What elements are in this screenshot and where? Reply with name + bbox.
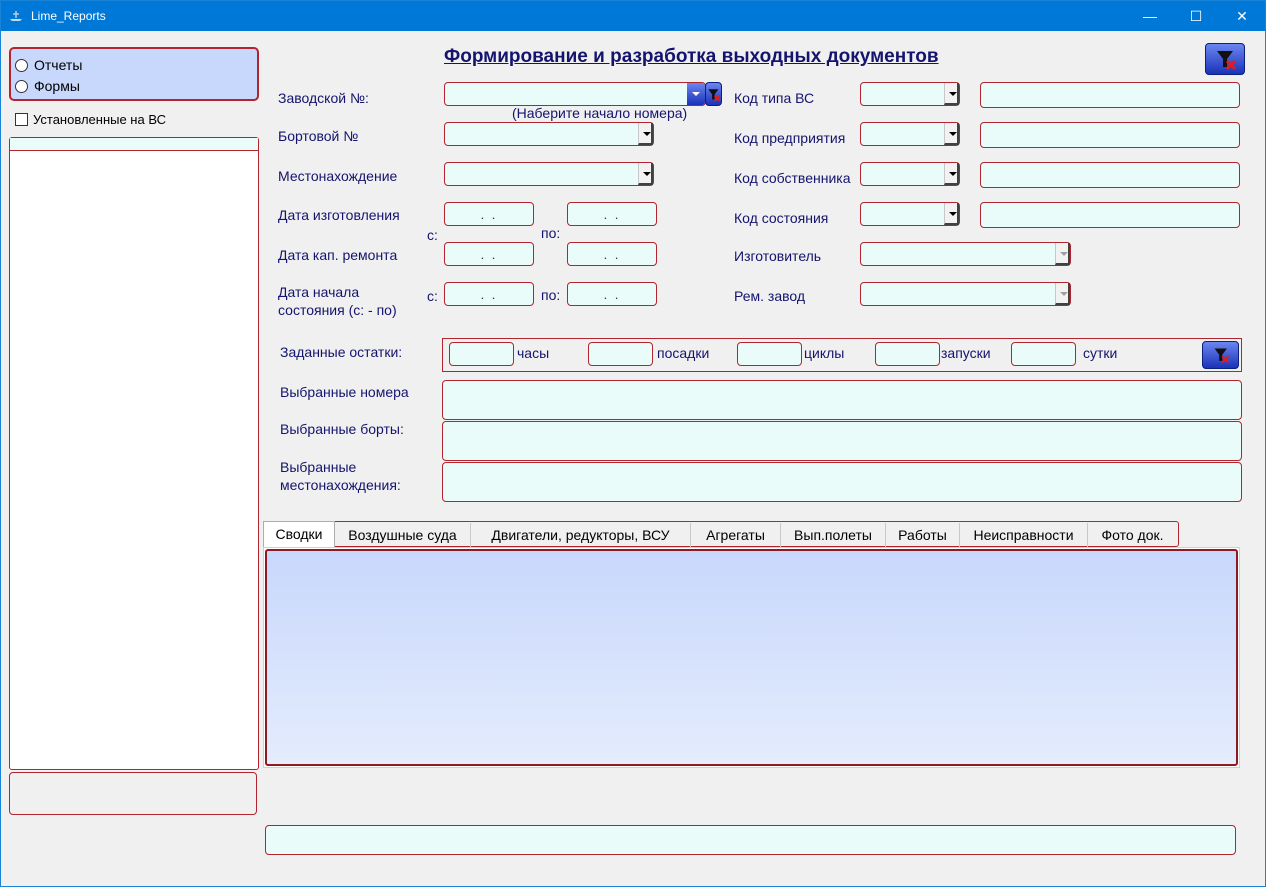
state-start-label-1: Дата начала	[278, 284, 360, 300]
tab-photo-docs[interactable]: Фото док.	[1101, 527, 1164, 543]
overhaul-date-label: Дата кап. ремонта	[278, 247, 398, 263]
board-dropdown-button[interactable]	[638, 123, 653, 145]
report-list[interactable]	[9, 137, 259, 770]
enterprise-code-label: Код предприятия	[734, 130, 846, 146]
radio-forms[interactable]	[15, 78, 135, 96]
type-code-label: Код типа ВС	[734, 90, 815, 106]
overhaul-date-to[interactable]	[567, 242, 657, 266]
tab-faults[interactable]: Неисправности	[960, 523, 1088, 547]
selected-boards-label: Выбранные борты:	[280, 421, 404, 437]
manufacturer-combo[interactable]	[860, 242, 1071, 266]
type-code-name[interactable]	[980, 82, 1240, 108]
cycles-label: циклы	[804, 345, 845, 361]
window-title: Lime_Reports	[31, 9, 106, 23]
board-label: Бортовой №	[278, 128, 359, 144]
days-input[interactable]	[1011, 342, 1076, 366]
report-list-header	[10, 138, 258, 151]
clear-all-filters-button[interactable]	[1205, 43, 1245, 75]
left-info-box	[9, 772, 257, 815]
landings-label: посадки	[657, 345, 710, 361]
maximize-button[interactable]: ☐	[1189, 8, 1203, 24]
board-combo[interactable]	[444, 122, 654, 146]
tab-content	[263, 547, 1240, 768]
to-label: по:	[541, 225, 561, 241]
selected-numbers-label: Выбранные номера	[280, 384, 409, 400]
tab-works[interactable]: Работы	[886, 523, 960, 547]
manuf-date-label: Дата изготовления	[278, 207, 400, 223]
tab-units[interactable]: Агрегаты	[691, 523, 781, 547]
app-icon	[9, 10, 23, 22]
to-label: по:	[541, 287, 561, 303]
selected-numbers-box[interactable]	[442, 380, 1242, 420]
chevron-down-icon	[692, 92, 700, 96]
manuf-date-from[interactable]	[444, 202, 534, 226]
date-mask: . .	[480, 287, 498, 302]
status-bar	[265, 825, 1236, 855]
manuf-date-to[interactable]	[567, 202, 657, 226]
date-mask: . .	[603, 287, 621, 302]
serial-hint: (Наберите начало номера)	[512, 105, 688, 121]
location-label: Местонахождение	[278, 168, 398, 184]
owner-code-name[interactable]	[980, 162, 1240, 188]
selected-boards-box[interactable]	[442, 421, 1242, 461]
installed-checkbox-label: Установленные на ВС	[33, 112, 166, 127]
filter-clear-icon	[707, 88, 721, 102]
state-date-from[interactable]	[444, 282, 534, 306]
date-mask: . .	[480, 247, 498, 262]
from-label: с:	[427, 288, 438, 304]
report-type-group	[9, 47, 259, 101]
starts-input[interactable]	[875, 342, 940, 366]
state-code-label: Код состояния	[734, 210, 829, 226]
serial-clear-button[interactable]	[705, 82, 722, 106]
state-code-name[interactable]	[980, 202, 1240, 228]
page-title: Формирование и разработка выходных документов	[444, 46, 939, 67]
landings-input[interactable]	[588, 342, 653, 366]
filter-clear-icon	[1215, 49, 1237, 71]
selected-locations-label-2: местонахождения:	[280, 477, 401, 493]
enterprise-code-dropdown-button[interactable]	[944, 123, 959, 145]
tab-svodki[interactable]: Сводки	[263, 521, 335, 547]
hours-input[interactable]	[449, 342, 514, 366]
close-button[interactable]: ✕	[1236, 8, 1248, 24]
radio-reports[interactable]	[15, 57, 135, 75]
type-code-dropdown-button[interactable]	[944, 83, 959, 105]
enterprise-code-name[interactable]	[980, 122, 1240, 148]
tab-flights[interactable]: Вып.полеты	[781, 523, 886, 547]
minimize-button[interactable]: —	[1143, 8, 1157, 24]
state-code-combo[interactable]	[860, 202, 960, 226]
serial-combo[interactable]	[444, 82, 706, 106]
serial-label: Заводской №:	[278, 90, 369, 106]
repair-plant-combo[interactable]	[860, 282, 1071, 306]
selected-locations-label-1: Выбранные	[280, 459, 357, 475]
selected-locations-box[interactable]	[442, 462, 1242, 502]
owner-code-dropdown-button[interactable]	[944, 163, 959, 185]
radio-reports-label: Отчеты	[34, 57, 83, 73]
radio-forms-label: Формы	[34, 78, 80, 94]
state-date-to[interactable]	[567, 282, 657, 306]
tab-aircraft[interactable]: Воздушные суда	[335, 523, 471, 547]
type-code-combo[interactable]	[860, 82, 960, 106]
repair-plant-label: Рем. завод	[734, 288, 806, 304]
days-label: сутки	[1083, 345, 1118, 361]
date-mask: . .	[480, 207, 498, 222]
cycles-input[interactable]	[737, 342, 802, 366]
state-start-label-2: состояния (с: - по)	[278, 302, 397, 318]
location-combo[interactable]	[444, 162, 654, 186]
tab-engines[interactable]: Двигатели, редукторы, ВСУ	[471, 523, 691, 547]
reports-panel[interactable]	[265, 549, 1238, 766]
location-dropdown-button[interactable]	[638, 163, 653, 185]
owner-code-combo[interactable]	[860, 162, 960, 186]
serial-dropdown-button[interactable]	[687, 83, 705, 105]
date-mask: . .	[603, 247, 621, 262]
radio-circle-icon	[15, 59, 28, 72]
installed-checkbox[interactable]	[15, 112, 235, 128]
overhaul-date-from[interactable]	[444, 242, 534, 266]
starts-label: запуски	[941, 345, 991, 361]
checkbox-icon	[15, 113, 28, 126]
manufacturer-dropdown-button[interactable]	[1055, 243, 1070, 265]
remains-label: Заданные остатки:	[280, 344, 403, 360]
manufacturer-label: Изготовитель	[734, 248, 822, 264]
enterprise-code-combo[interactable]	[860, 122, 960, 146]
from-label: с:	[427, 227, 438, 243]
radio-circle-icon	[15, 80, 28, 93]
remains-clear-button[interactable]	[1202, 341, 1239, 369]
date-mask: . .	[603, 207, 621, 222]
repair-plant-dropdown-button[interactable]	[1055, 283, 1070, 305]
state-code-dropdown-button[interactable]	[944, 203, 959, 225]
hours-label: часы	[517, 345, 550, 361]
title-bar	[1, 1, 1265, 31]
filter-clear-icon	[1213, 347, 1230, 364]
owner-code-label: Код собственника	[734, 170, 851, 186]
